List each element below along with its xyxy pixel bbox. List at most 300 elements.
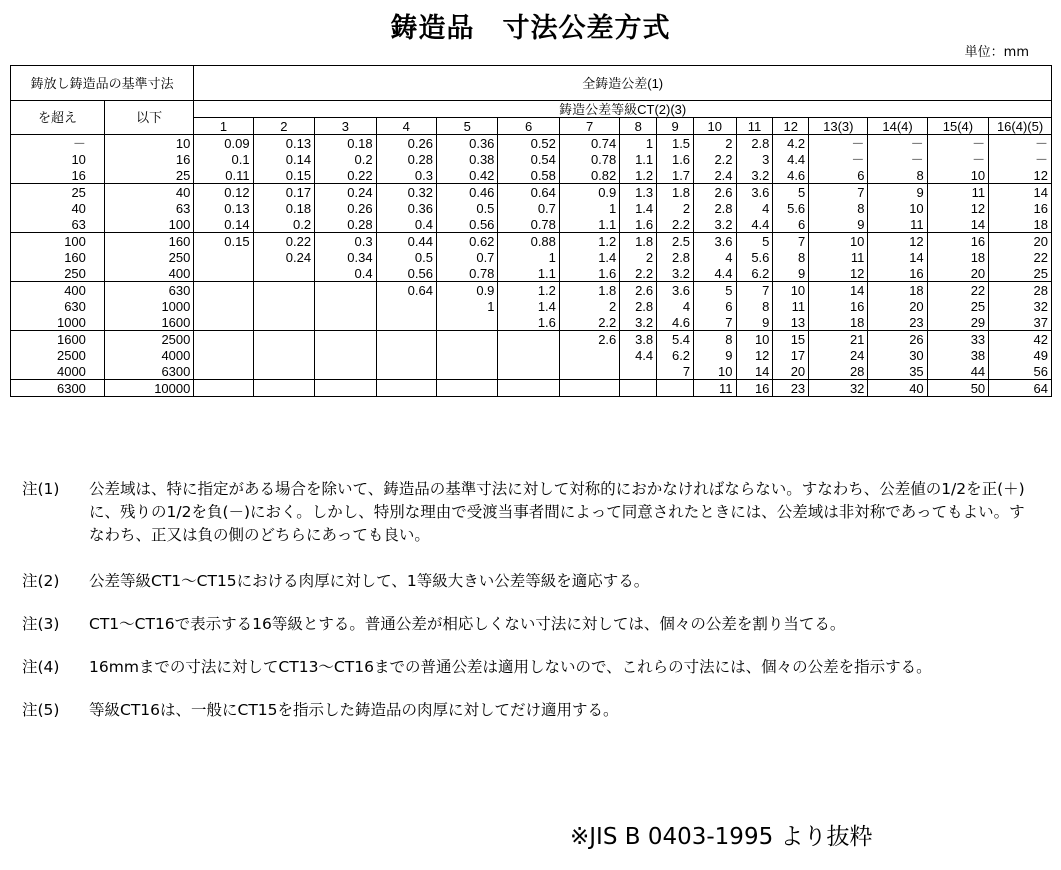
tolerance-cell: 10: [809, 233, 868, 250]
tolerance-cell: 2: [694, 135, 736, 152]
all-tolerance-header: 全鋳造公差(1): [194, 66, 1052, 101]
tolerance-cell: 0.28: [315, 216, 376, 233]
tolerance-cell: 0.78: [498, 216, 559, 233]
table-row: [11, 200, 1052, 216]
tolerance-cell: [194, 282, 253, 299]
tolerance-cell: 1.1: [498, 265, 559, 282]
tolerance-cell: [376, 380, 436, 397]
tolerance-cell: [253, 363, 314, 380]
tolerance-cell: 0.38: [436, 151, 497, 167]
tolerance-cell: 2.8: [620, 298, 657, 314]
notes-section: [22, 478, 1032, 722]
tolerance-cell: [253, 282, 314, 299]
tolerance-cell: 20: [927, 265, 988, 282]
tolerance-cell: 44: [927, 363, 988, 380]
tolerance-cell: 0.3: [376, 167, 436, 184]
tolerance-cell: 0.18: [253, 200, 314, 216]
over-cell: 63: [11, 216, 105, 233]
tolerance-cell: 16: [989, 200, 1052, 216]
tolerance-cell: 10: [773, 282, 809, 299]
tolerance-cell: 0.36: [436, 135, 497, 152]
tolerance-cell: 12: [989, 167, 1052, 184]
tolerance-cell: 0.54: [498, 151, 559, 167]
tolerance-cell: 11: [927, 184, 988, 201]
tolerance-cell: 5.6: [773, 200, 809, 216]
tolerance-cell: 7: [694, 314, 736, 331]
tolerance-cell: 0.88: [498, 233, 559, 250]
tolerance-cell: 16: [868, 265, 927, 282]
over-cell: 630: [11, 298, 105, 314]
over-cell: 6300: [11, 380, 105, 397]
tolerance-cell: 0.5: [376, 249, 436, 265]
tolerance-cell: [376, 363, 436, 380]
tolerance-cell: 2: [559, 298, 619, 314]
tolerance-cell: 1: [498, 249, 559, 265]
note-text: 16mmまでの寸法に対してCT13～CT16までの普通公差は適用しないので、これらの寸法には、個々の公差を指示する。: [89, 658, 932, 676]
grade-header-cell: 14(4): [868, 118, 927, 135]
tolerance-cell: 1.1: [559, 216, 619, 233]
tolerance-cell: 11: [773, 298, 809, 314]
tolerance-cell: 0.9: [436, 282, 497, 299]
tolerance-cell: 4.4: [620, 347, 657, 363]
tolerance-cell: 8: [773, 249, 809, 265]
tolerance-cell: [194, 298, 253, 314]
tolerance-cell: 4: [694, 249, 736, 265]
tolerance-cell: 12: [809, 265, 868, 282]
grade-header-cell: 3: [315, 118, 376, 135]
tolerance-cell: 14: [736, 363, 773, 380]
tolerance-cell: －: [809, 135, 868, 152]
tolerance-cell: 0.64: [498, 184, 559, 201]
tolerance-cell: 1.4: [620, 200, 657, 216]
grade-header-cell: 16(4)(5): [989, 118, 1052, 135]
upto-cell: 160: [104, 233, 193, 250]
tolerance-cell: 16: [927, 233, 988, 250]
source-citation: ※JIS B 0403-1995 より抜粋: [570, 824, 873, 850]
tolerance-cell: 0.22: [253, 233, 314, 250]
tolerance-cell: [559, 347, 619, 363]
grade-header-cell: 5: [436, 118, 497, 135]
tolerance-cell: 32: [809, 380, 868, 397]
tolerance-cell: 1: [436, 298, 497, 314]
tolerance-cell: [253, 314, 314, 331]
note-label: 注(4): [22, 658, 60, 676]
tolerance-cell: 18: [809, 314, 868, 331]
over-cell: 10: [11, 151, 105, 167]
tolerance-cell: [315, 298, 376, 314]
tolerance-cell: 2.6: [694, 184, 736, 201]
grade-header-cell: 11: [736, 118, 773, 135]
upto-cell: 400: [104, 265, 193, 282]
tolerance-cell: 2.8: [694, 200, 736, 216]
grade-header: 鋳造公差等級CT(2)(3): [194, 101, 1052, 118]
over-cell: 1600: [11, 331, 105, 348]
tolerance-cell: －: [989, 135, 1052, 152]
tolerance-cell: [315, 282, 376, 299]
tolerance-cell: 8: [694, 331, 736, 348]
upto-cell: 10000: [104, 380, 193, 397]
tolerance-cell: 1.2: [498, 282, 559, 299]
tolerance-cell: [657, 380, 694, 397]
tolerance-cell: 0.26: [315, 200, 376, 216]
over-cell: 40: [11, 200, 105, 216]
tolerance-cell: 0.13: [253, 135, 314, 152]
tolerance-cell: 28: [809, 363, 868, 380]
tolerance-cell: 1.6: [498, 314, 559, 331]
tolerance-cell: 0.36: [376, 200, 436, 216]
tolerance-cell: 1.1: [620, 151, 657, 167]
tolerance-cell: 0.78: [559, 151, 619, 167]
tolerance-cell: [194, 249, 253, 265]
tolerance-cell: 0.4: [315, 265, 376, 282]
note-text: CT1～CT16で表示する16等級とする。普通公差が相応しくない寸法に対しては、個々の公差を割り当てる。: [89, 615, 846, 633]
note-2: [22, 570, 1032, 593]
tolerance-cell: 1.4: [498, 298, 559, 314]
tolerance-cell: 0.13: [194, 200, 253, 216]
tolerance-cell: 0.22: [315, 167, 376, 184]
tolerance-cell: 50: [927, 380, 988, 397]
tolerance-cell: 20: [868, 298, 927, 314]
tolerance-cell: 3.6: [694, 233, 736, 250]
tolerance-cell: 56: [989, 363, 1052, 380]
tolerance-cell: [498, 347, 559, 363]
tolerance-cell: 0.62: [436, 233, 497, 250]
grade-header-cell: 7: [559, 118, 619, 135]
table-row: [11, 249, 1052, 265]
tolerance-cell: 2.8: [657, 249, 694, 265]
tolerance-cell: [498, 331, 559, 348]
tolerance-cell: 0.28: [376, 151, 436, 167]
tolerance-cell: 0.7: [436, 249, 497, 265]
upto-cell: 6300: [104, 363, 193, 380]
tolerance-cell: 22: [989, 249, 1052, 265]
tolerance-cell: 0.26: [376, 135, 436, 152]
tolerance-cell: 1.2: [620, 167, 657, 184]
tolerance-cell: [376, 298, 436, 314]
over-cell: 1000: [11, 314, 105, 331]
tolerance-cell: 4.6: [657, 314, 694, 331]
tolerance-cell: [436, 380, 497, 397]
tolerance-cell: 6: [809, 167, 868, 184]
upto-cell: 1000: [104, 298, 193, 314]
tolerance-cell: 0.2: [253, 216, 314, 233]
tolerance-cell: 0.74: [559, 135, 619, 152]
tolerance-cell: 35: [868, 363, 927, 380]
tolerance-cell: 3.6: [736, 184, 773, 201]
tolerance-cell: 3.2: [694, 216, 736, 233]
tolerance-cell: [498, 363, 559, 380]
tolerance-cell: 8: [809, 200, 868, 216]
tolerance-cell: 11: [868, 216, 927, 233]
tolerance-cell: [194, 347, 253, 363]
tolerance-cell: 2.6: [559, 331, 619, 348]
tolerance-cell: 1.7: [657, 167, 694, 184]
tolerance-cell: 13: [773, 314, 809, 331]
tolerance-cell: 0.56: [376, 265, 436, 282]
tolerance-cell: [315, 331, 376, 348]
tolerance-cell: 16: [736, 380, 773, 397]
table-row: [11, 298, 1052, 314]
over-cell: 160: [11, 249, 105, 265]
tolerance-cell: [436, 347, 497, 363]
over-cell: 16: [11, 167, 105, 184]
tolerance-cell: [436, 363, 497, 380]
tolerance-cell: 22: [927, 282, 988, 299]
tolerance-cell: 7: [773, 233, 809, 250]
tolerance-cell: 0.12: [194, 184, 253, 201]
tolerance-cell: 29: [927, 314, 988, 331]
tolerance-cell: 0.44: [376, 233, 436, 250]
tolerance-cell: [315, 347, 376, 363]
tolerance-cell: 1.8: [620, 233, 657, 250]
tolerance-cell: [559, 363, 619, 380]
tolerance-cell: 0.34: [315, 249, 376, 265]
tolerance-cell: 4.4: [694, 265, 736, 282]
tolerance-cell: [436, 314, 497, 331]
tolerance-cell: 10: [736, 331, 773, 348]
tolerance-cell: 18: [989, 216, 1052, 233]
over-cell: 4000: [11, 363, 105, 380]
grade-header-cell: 6: [498, 118, 559, 135]
tolerance-cell: 3.2: [657, 265, 694, 282]
tolerance-cell: 2.2: [559, 314, 619, 331]
tolerance-cell: 0.1: [194, 151, 253, 167]
tolerance-cell: 0.15: [194, 233, 253, 250]
tolerance-cell: 15: [773, 331, 809, 348]
tolerance-cell: [376, 314, 436, 331]
tolerance-cell: [620, 363, 657, 380]
tolerance-cell: [315, 363, 376, 380]
tolerance-cell: 9: [809, 216, 868, 233]
tolerance-cell: －: [868, 135, 927, 152]
upto-cell: 16: [104, 151, 193, 167]
tolerance-cell: 2.4: [694, 167, 736, 184]
tolerance-cell: 9: [773, 265, 809, 282]
tolerance-cell: 14: [927, 216, 988, 233]
tolerance-cell: 5: [736, 233, 773, 250]
tolerance-cell: 9: [868, 184, 927, 201]
tolerance-cell: 1.6: [620, 216, 657, 233]
table-row: [11, 331, 1052, 348]
note-3: [22, 613, 1032, 636]
upto-cell: 63: [104, 200, 193, 216]
tolerance-cell: 1.6: [657, 151, 694, 167]
upto-header: 以下: [104, 101, 193, 135]
tolerance-cell: 25: [989, 265, 1052, 282]
table-row: [11, 216, 1052, 233]
grade-header-cell: 15(4): [927, 118, 988, 135]
tolerance-cell: 0.9: [559, 184, 619, 201]
tolerance-cell: 0.56: [436, 216, 497, 233]
grade-header-cell: 1: [194, 118, 253, 135]
table-row: [11, 347, 1052, 363]
upto-cell: 40: [104, 184, 193, 201]
table-row: [11, 233, 1052, 250]
note-label: 注(3): [22, 615, 60, 633]
tolerance-cell: 0.24: [315, 184, 376, 201]
tolerance-cell: 7: [657, 363, 694, 380]
grade-header-cell: 13(3): [809, 118, 868, 135]
tolerance-cell: 4: [657, 298, 694, 314]
over-cell: 2500: [11, 347, 105, 363]
tolerance-cell: 5.4: [657, 331, 694, 348]
tolerance-cell: 1.3: [620, 184, 657, 201]
tolerance-cell: －: [809, 151, 868, 167]
tolerance-cell: [620, 380, 657, 397]
tolerance-cell: 4.4: [773, 151, 809, 167]
tolerance-cell: 14: [989, 184, 1052, 201]
tolerance-cell: －: [989, 151, 1052, 167]
upto-cell: 2500: [104, 331, 193, 348]
tolerance-cell: 0.3: [315, 233, 376, 250]
tolerance-cell: 20: [773, 363, 809, 380]
tolerance-cell: －: [927, 135, 988, 152]
tolerance-cell: 17: [773, 347, 809, 363]
tolerance-cell: 1.5: [657, 135, 694, 152]
tolerance-cell: 0.17: [253, 184, 314, 201]
note-label: 注(1): [22, 480, 60, 498]
tolerance-cell: 2.2: [694, 151, 736, 167]
tolerance-cell: 12: [868, 233, 927, 250]
tolerance-cell: 12: [927, 200, 988, 216]
tolerance-cell: 0.46: [436, 184, 497, 201]
tolerance-cell: [498, 380, 559, 397]
tolerance-table-body: [11, 135, 1052, 397]
table-row: [11, 151, 1052, 167]
tolerance-cell: 42: [989, 331, 1052, 348]
tolerance-cell: [194, 331, 253, 348]
tolerance-cell: 10: [868, 200, 927, 216]
note-text: 公差域は、特に指定がある場合を除いて、鋳造品の基準寸法に対して対称的におかなければならない。すなわち、公差値の1/2を正(＋)に、残りの1/2を負(－)におく。しかし、特別な理由で受渡当事者間によって同意されたときには、公差域は非対称であってもよい。すなわち、正又は負の側のどちらにあっても良い。: [89, 480, 1025, 544]
tolerance-cell: 0.09: [194, 135, 253, 152]
tolerance-cell: 3.2: [620, 314, 657, 331]
tolerance-cell: 11: [809, 249, 868, 265]
tolerance-cell: 1: [559, 200, 619, 216]
tolerance-cell: －: [868, 151, 927, 167]
table-row: [11, 380, 1052, 397]
tolerance-cell: 14: [809, 282, 868, 299]
over-header: を超え: [11, 101, 105, 135]
tolerance-cell: [376, 331, 436, 348]
tolerance-cell: 6.2: [736, 265, 773, 282]
tolerance-table: [10, 65, 1052, 397]
tolerance-cell: 10: [927, 167, 988, 184]
tolerance-cell: 18: [927, 249, 988, 265]
tolerance-cell: [315, 314, 376, 331]
upto-cell: 25: [104, 167, 193, 184]
tolerance-cell: 7: [736, 282, 773, 299]
tolerance-cell: 23: [868, 314, 927, 331]
tolerance-cell: [253, 298, 314, 314]
tolerance-cell: 0.11: [194, 167, 253, 184]
tolerance-cell: 0.42: [436, 167, 497, 184]
tolerance-cell: 25: [927, 298, 988, 314]
table-row: [11, 265, 1052, 282]
tolerance-cell: 20: [989, 233, 1052, 250]
tolerance-cell: [559, 380, 619, 397]
tolerance-cell: 0.18: [315, 135, 376, 152]
tolerance-cell: 0.15: [253, 167, 314, 184]
tolerance-cell: 6: [694, 298, 736, 314]
tolerance-cell: 4.2: [773, 135, 809, 152]
tolerance-cell: 40: [868, 380, 927, 397]
over-cell: 400: [11, 282, 105, 299]
tolerance-cell: 2.6: [620, 282, 657, 299]
tolerance-cell: 0.58: [498, 167, 559, 184]
tolerance-cell: 26: [868, 331, 927, 348]
note-text: 等級CT16は、一般にCT15を指示した鋳造品の肉厚に対してだけ適用する。: [89, 701, 619, 719]
tolerance-cell: 38: [927, 347, 988, 363]
tolerance-cell: [253, 380, 314, 397]
grade-header-cell: 4: [376, 118, 436, 135]
tolerance-cell: 0.78: [436, 265, 497, 282]
tolerance-cell: [315, 380, 376, 397]
tolerance-cell: 4: [736, 200, 773, 216]
note-label: 注(2): [22, 572, 60, 590]
tolerance-cell: 0.14: [253, 151, 314, 167]
tolerance-cell: 0.82: [559, 167, 619, 184]
tolerance-cell: 18: [868, 282, 927, 299]
tolerance-cell: 8: [868, 167, 927, 184]
tolerance-cell: [194, 380, 253, 397]
tolerance-cell: 5: [694, 282, 736, 299]
grade-header-cell: 8: [620, 118, 657, 135]
note-text: 公差等級CT1～CT15における肉厚に対して、1等級大きい公差等級を適応する。: [89, 572, 650, 590]
tolerance-cell: [194, 314, 253, 331]
table-row: [11, 184, 1052, 201]
table-row: [11, 314, 1052, 331]
tolerance-cell: 10: [694, 363, 736, 380]
tolerance-cell: 2: [620, 249, 657, 265]
tolerance-cell: [253, 265, 314, 282]
tolerance-cell: [194, 363, 253, 380]
over-cell: 250: [11, 265, 105, 282]
tolerance-cell: 0.2: [315, 151, 376, 167]
tolerance-cell: 28: [989, 282, 1052, 299]
page-title: 鋳造品 寸法公差方式: [390, 13, 671, 44]
tolerance-cell: 2.2: [620, 265, 657, 282]
tolerance-cell: 2.5: [657, 233, 694, 250]
over-cell: －: [11, 135, 105, 152]
tolerance-cell: 33: [927, 331, 988, 348]
tolerance-cell: 49: [989, 347, 1052, 363]
tolerance-cell: 21: [809, 331, 868, 348]
tolerance-cell: 1.8: [559, 282, 619, 299]
tolerance-cell: 12: [736, 347, 773, 363]
tolerance-cell: 4.6: [773, 167, 809, 184]
tolerance-cell: 9: [694, 347, 736, 363]
tolerance-cell: [253, 331, 314, 348]
tolerance-cell: 0.4: [376, 216, 436, 233]
tolerance-cell: 1.2: [559, 233, 619, 250]
tolerance-cell: 32: [989, 298, 1052, 314]
tolerance-cell: [376, 347, 436, 363]
note-5: [22, 699, 1032, 722]
over-cell: 25: [11, 184, 105, 201]
tolerance-cell: 64: [989, 380, 1052, 397]
basic-dimension-header: 鋳放し鋳造品の基準寸法: [11, 66, 194, 101]
tolerance-cell: 3.8: [620, 331, 657, 348]
tolerance-cell: 14: [868, 249, 927, 265]
tolerance-cell: 3.2: [736, 167, 773, 184]
tolerance-cell: [194, 265, 253, 282]
table-row: [11, 363, 1052, 380]
tolerance-cell: 37: [989, 314, 1052, 331]
table-row: [11, 282, 1052, 299]
upto-cell: 4000: [104, 347, 193, 363]
tolerance-cell: 6: [773, 216, 809, 233]
table-row: [11, 167, 1052, 184]
